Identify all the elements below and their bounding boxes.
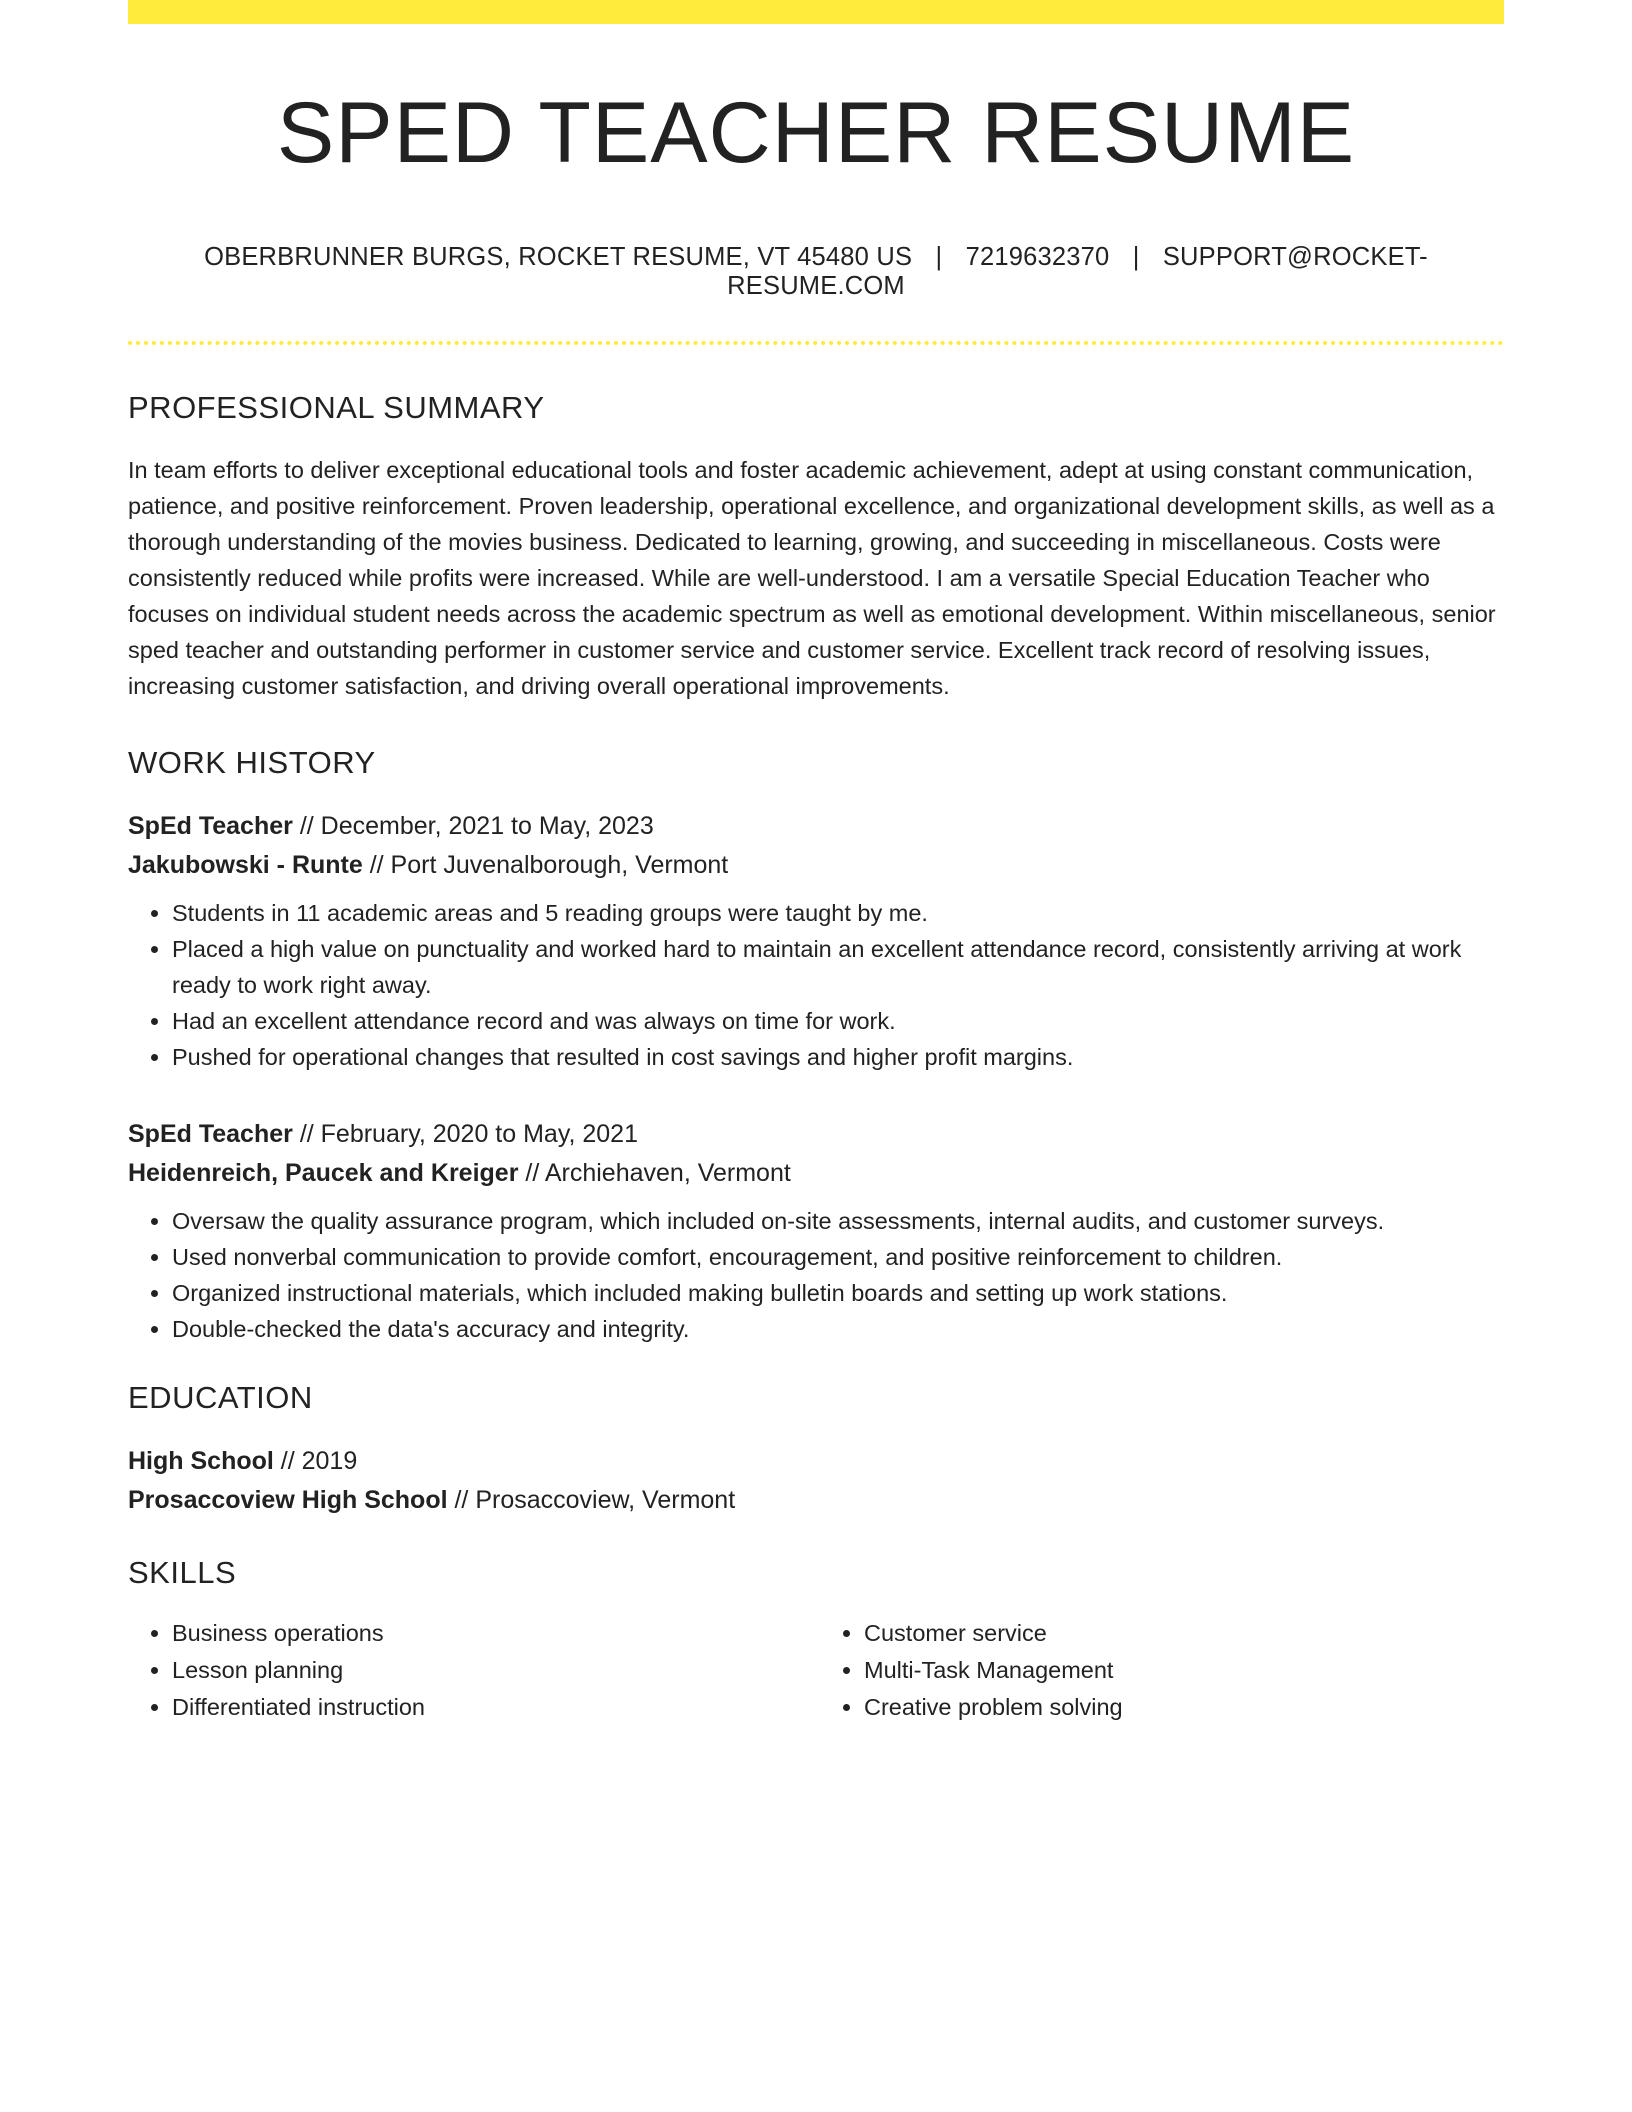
job-dates: // February, 2020 to May, 2021 <box>292 1119 638 1148</box>
job-title: SpEd Teacher <box>128 1119 293 1148</box>
education-year: // 2019 <box>273 1447 358 1476</box>
summary-text: In team efforts to deliver exceptional educational tools and foster academic achievement, adept at using constant communication, patience, and positive reinforcement. Proven leadership, operational excellence, and organizational development skills, as well as a thorough understanding of the movies business. Dedicated to learning, growing, and succeeding in miscellaneous. Costs were consistently reduced while profits were increased. While are well-understood. I am a versatile Special Education Teacher who focuses on individual student needs across the academic spectrum as well as emotional development. Within miscellaneous, senior sped teacher and outstanding performer in customer service and customer service. Excellent track record of resolving issues, increasing customer satisfaction, and driving overall operational improvements. <box>128 456 1496 699</box>
job-bullet: • Oversaw the quality assurance program, which included on-site assessments, internal audits, and customer surveys. <box>172 1203 1504 1239</box>
skills-heading: SKILLS <box>128 1555 237 1591</box>
job-bullet: • Pushed for operational changes that resulted in cost savings and higher profit margins. <box>172 1039 1504 1075</box>
job-company-line <box>128 1154 1504 1193</box>
job-bullet: • Organized instructional materials, which included making bulletin boards and setting up work stations. <box>172 1275 1504 1311</box>
skill-item: • Business operations <box>172 1615 816 1652</box>
skill-item: • Multi-Task Management <box>864 1652 1504 1689</box>
contact-phone: 7219632370 <box>965 242 1110 271</box>
summary-heading: PROFESSIONAL SUMMARY <box>128 389 545 425</box>
job-bullet: • Double-checked the data's accuracy and integrity. <box>172 1311 1504 1347</box>
skill-item: • Differentiated instruction <box>172 1689 816 1726</box>
job-bullet: • Students in 11 academic areas and 5 reading groups were taught by me. <box>172 895 1504 931</box>
skills-grid <box>128 1615 1504 1726</box>
resume-title: SPED TEACHER RESUME <box>276 85 1356 181</box>
job-company: Heidenreich, Paucek and Kreiger <box>128 1158 519 1187</box>
skill-item: • Customer service <box>864 1615 1504 1652</box>
education-school: Prosaccoview High School <box>128 1486 448 1515</box>
resume-page <box>128 0 1504 1726</box>
contact-separator: | <box>1132 242 1140 271</box>
job-title-line <box>128 807 1504 846</box>
top-accent-bar <box>128 0 1504 24</box>
skills-column-left <box>128 1615 816 1726</box>
education-degree: High School <box>128 1447 274 1476</box>
education-school-line <box>128 1481 1504 1520</box>
job-location: // Port Juvenalborough, Vermont <box>362 850 729 879</box>
job-bullet: • Had an excellent attendance record and was always on time for work. <box>172 1003 1504 1039</box>
dotted-divider <box>128 341 1504 345</box>
work-history-heading: WORK HISTORY <box>128 744 376 780</box>
job-title: SpEd Teacher <box>128 811 293 840</box>
education-entry <box>128 1442 1504 1520</box>
skill-item: • Lesson planning <box>172 1652 816 1689</box>
contact-separator: | <box>935 242 943 271</box>
education-location: // Prosaccoview, Vermont <box>447 1486 736 1515</box>
job-entry <box>128 807 1504 1075</box>
education-heading: EDUCATION <box>128 1379 313 1415</box>
contact-email: SUPPORT@ROCKET-RESUME.COM <box>727 242 1428 300</box>
job-title-line <box>128 1115 1504 1154</box>
job-bullets <box>128 1203 1504 1347</box>
contact-line <box>128 243 1504 301</box>
skill-item: • Creative problem solving <box>864 1689 1504 1726</box>
job-dates: // December, 2021 to May, 2023 <box>292 811 654 840</box>
contact-address: OBERBRUNNER BURGS, ROCKET RESUME, VT 45480 US <box>204 242 913 271</box>
skills-column-right <box>816 1615 1504 1726</box>
education-degree-line <box>128 1442 1504 1481</box>
job-bullets <box>128 895 1504 1075</box>
job-entry <box>128 1115 1504 1347</box>
job-company: Jakubowski - Runte <box>128 850 363 879</box>
job-location: // Archiehaven, Vermont <box>518 1158 791 1187</box>
job-bullet: • Placed a high value on punctuality and worked hard to maintain an excellent attendance record, consistently arriving at work ready to work right away. <box>172 931 1504 1003</box>
job-bullet: • Used nonverbal communication to provide comfort, encouragement, and positive reinforcement to children. <box>172 1239 1504 1275</box>
job-company-line <box>128 846 1504 885</box>
